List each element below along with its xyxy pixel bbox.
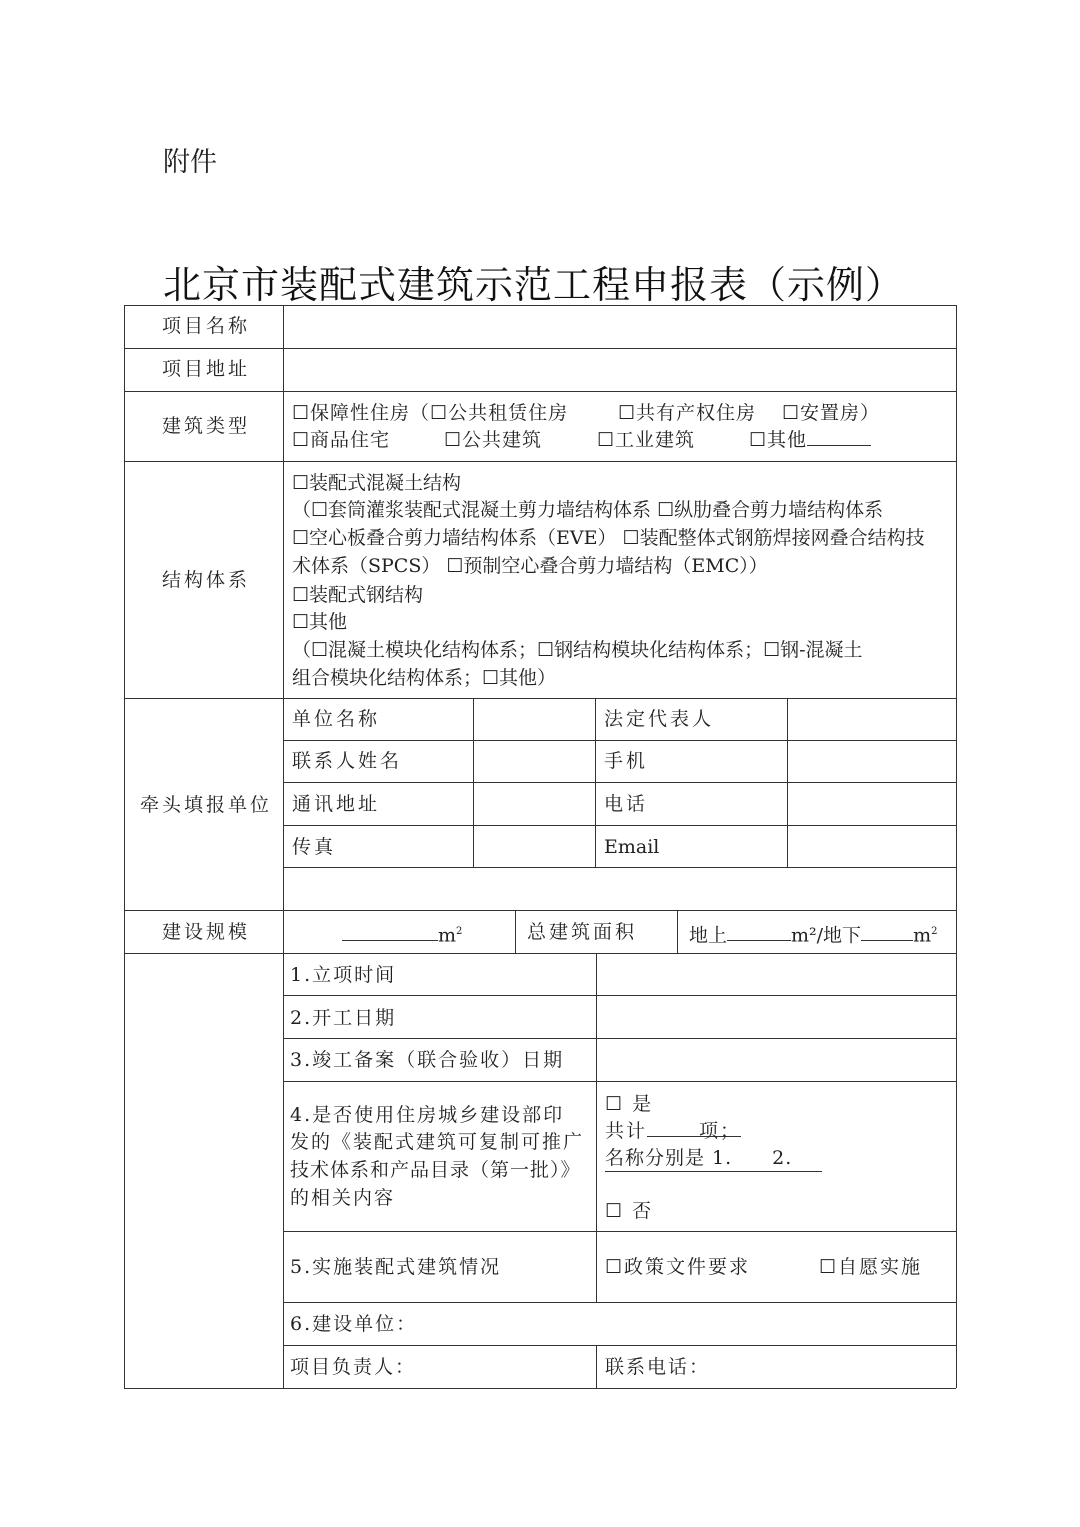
above-ground-blank[interactable]: [727, 922, 791, 941]
option-industrial-building[interactable]: ☐工业建筑: [597, 429, 696, 451]
item-unit-label: 项；: [699, 1120, 742, 1142]
construction-unit-input[interactable]: [424, 1305, 954, 1343]
completion-date-input[interactable]: [599, 1041, 954, 1079]
names-underline[interactable]: [605, 1145, 822, 1172]
scale-value[interactable]: $m^2$: [342, 919, 462, 948]
contact-name-input[interactable]: [476, 743, 593, 780]
option-public-building[interactable]: ☐公共建筑: [444, 429, 543, 451]
option-commercial-housing[interactable]: ☐商品住宅: [292, 429, 391, 451]
voluntary-checkbox[interactable]: ☐自愿实施: [819, 1256, 923, 1278]
item-catalog-line-3: 技术体系和产品目录（第一批）》: [290, 1159, 581, 1181]
legal-rep-input[interactable]: [790, 701, 954, 738]
contact-phone-label: 联系电话：: [605, 1356, 711, 1378]
structure-line-3[interactable]: ☐空心板叠合剪力墙结构体系（EVE） ☐装配整体式钢筋焊接网叠合结构技: [292, 527, 925, 549]
unit-name-input[interactable]: [476, 701, 593, 738]
option-other[interactable]: [749, 427, 871, 453]
other-blank[interactable]: [807, 427, 871, 446]
catalog-no-checkbox[interactable]: ☐ 否: [605, 1200, 654, 1222]
email-input[interactable]: [790, 828, 954, 865]
attachment-label: 附件: [163, 147, 217, 178]
construction-unit-label: 6.建设单位：: [290, 1313, 418, 1335]
mail-address-label: 通讯地址: [292, 793, 381, 815]
project-address-input[interactable]: [286, 351, 954, 389]
structure-line-5[interactable]: ☐装配式钢结构: [292, 584, 424, 606]
structure-line-1[interactable]: ☐装配式混凝土结构: [292, 472, 462, 494]
catalog-names[interactable]: [605, 1145, 822, 1172]
phone-label: 电话: [604, 793, 649, 815]
item-catalog-line-4: 的相关内容: [290, 1187, 396, 1209]
count-blank[interactable]: [647, 1118, 699, 1137]
option-affordable-housing[interactable]: ☐保障性住房（☐公共租赁住房: [292, 402, 569, 424]
lead-unit-label: 牵头填报单位: [140, 794, 273, 816]
contact-name-label: 联系人姓名: [292, 750, 403, 772]
item-start-date: 2.开工日期: [290, 1007, 397, 1029]
item-catalog-line-2: 发的《装配式建筑可复制可推广: [290, 1131, 585, 1153]
catalog-yes-checkbox[interactable]: ☐ 是: [605, 1093, 654, 1115]
item-catalog-line-1: 4.是否使用住房城乡建设部印: [290, 1104, 565, 1126]
below-ground-blank[interactable]: [861, 922, 913, 941]
mobile-input[interactable]: [790, 743, 954, 780]
project-name-input[interactable]: [286, 308, 954, 346]
option-other-label: ☐其他: [749, 429, 808, 451]
mail-address-input[interactable]: [476, 785, 593, 823]
application-form-table: [124, 305, 956, 1388]
fax-input[interactable]: [476, 828, 593, 865]
structure-line-4[interactable]: 术体系（SPCS） ☐预制空心叠合剪力墙结构（EMC））: [292, 555, 768, 577]
scale-unit: m: [438, 924, 457, 947]
item-approval-time: 1.立项时间: [290, 964, 397, 986]
name-2-label: 2.: [772, 1147, 793, 1169]
structure-line-2[interactable]: （☐套筒灌浆装配式混凝土剪力墙结构体系 ☐纵肋叠合剪力墙结构体系: [292, 499, 884, 521]
structure-line-7[interactable]: （☐混凝土模块化结构体系；☐钢结构模块化结构体系；☐钢-混凝土: [292, 639, 863, 661]
project-leader-label: 项目负责人：: [290, 1356, 417, 1378]
names-label: 名称分别是 1.: [605, 1147, 733, 1169]
scale-blank[interactable]: [342, 922, 438, 941]
item-completion-date: 3.竣工备案（联合验收）日期: [290, 1049, 565, 1071]
start-date-input[interactable]: [599, 998, 954, 1036]
option-shared-ownership[interactable]: ☐共有产权住房: [618, 402, 757, 424]
fax-label: 传真: [292, 836, 337, 858]
project-address-label: 项目地址: [162, 358, 251, 380]
construction-scale-label: 建设规模: [162, 921, 251, 943]
building-type-label: 建筑类型: [162, 415, 251, 437]
unit-name-label: 单位名称: [292, 708, 381, 730]
approval-time-input[interactable]: [599, 956, 954, 993]
total-label: 共计: [605, 1120, 648, 1142]
item-implementation: 5.实施装配式建筑情况: [290, 1256, 502, 1278]
policy-requirement-checkbox[interactable]: ☐政策文件要求: [605, 1256, 751, 1278]
phone-input[interactable]: [790, 785, 954, 823]
below-ground-label: m²/地下: [791, 924, 862, 947]
structure-line-6[interactable]: ☐其他: [292, 611, 348, 633]
area-above-below[interactable]: 地上 m²/地下 $m^2$: [689, 924, 938, 947]
page-title: 北京市装配式建筑示范工程申报表（示例）: [163, 263, 905, 307]
below-unit: m: [913, 924, 932, 947]
mobile-label: 手机: [604, 750, 649, 772]
structure-line-8[interactable]: 组合模块化结构体系；☐其他）: [292, 667, 557, 689]
email-label: Email: [604, 836, 660, 858]
catalog-count[interactable]: [605, 1118, 741, 1144]
total-area-label: 总建筑面积: [527, 921, 638, 943]
legal-rep-label: 法定代表人: [604, 708, 715, 730]
above-ground-label: 地上: [689, 924, 728, 947]
project-name-label: 项目名称: [162, 315, 251, 337]
structure-system-label: 结构体系: [162, 569, 251, 591]
option-resettlement[interactable]: ☐安置房）: [782, 402, 881, 424]
